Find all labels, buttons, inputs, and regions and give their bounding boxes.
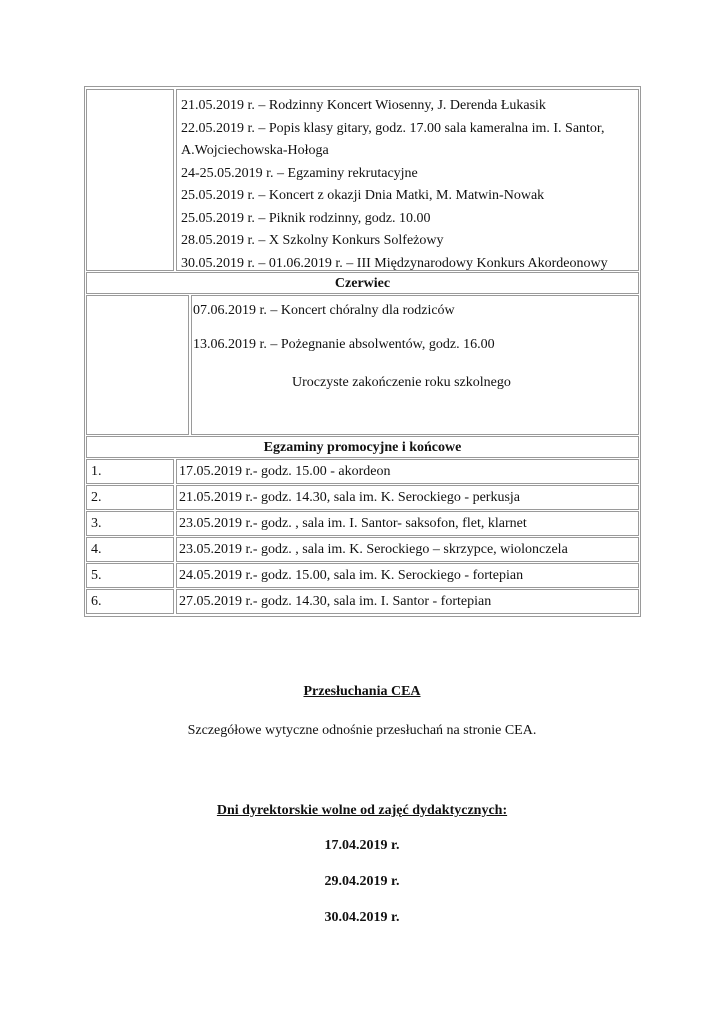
exam-text: 27.05.2019 r.- godz. 14.30, sala im. I. Santor - fortepian bbox=[176, 589, 639, 614]
days-off-heading: Dni dyrektorskie wolne od zajęć dydaktycznych: bbox=[216, 803, 508, 818]
table-row bbox=[86, 537, 639, 562]
empty-cell bbox=[86, 295, 189, 435]
table-row bbox=[86, 589, 639, 614]
row-number: 1. bbox=[86, 459, 174, 484]
may-events-row bbox=[86, 89, 639, 271]
exams-heading-row bbox=[86, 436, 639, 458]
event-line: 21.05.2019 r. – Rodzinny Koncert Wiosenny, J. Derenda Łukasik bbox=[181, 98, 546, 113]
event-line: Uroczyste zakończenie roku szkolnego bbox=[292, 375, 511, 390]
row-number: 2. bbox=[86, 485, 174, 510]
table-row bbox=[86, 459, 639, 484]
schedule-table bbox=[84, 86, 641, 617]
row-number: 3. bbox=[86, 511, 174, 536]
exam-text: 24.05.2019 r.- godz. 15.00, sala im. K. Serockiego - fortepian bbox=[176, 563, 639, 588]
row-number: 5. bbox=[86, 563, 174, 588]
table-row bbox=[86, 563, 639, 588]
event-line: A.Wojciechowska-Hołoga bbox=[181, 143, 329, 158]
june-heading-row bbox=[86, 272, 639, 294]
day-off-date: 29.04.2019 r. bbox=[324, 874, 400, 889]
event-line: 07.06.2019 r. – Koncert chóralny dla rodziców bbox=[193, 303, 455, 318]
event-line: 30.05.2019 r. – 01.06.2019 r. – III Międzynarodowy Konkurs Akordeonowy bbox=[181, 255, 608, 271]
day-off-date: 17.04.2019 r. bbox=[324, 838, 400, 853]
exam-text: 23.05.2019 r.- godz. , sala im. K. Serockiego – skrzypce, wiolonczela bbox=[176, 537, 639, 562]
exam-text: 23.05.2019 r.- godz. , sala im. I. Santor- saksofon, flet, klarnet bbox=[176, 511, 639, 536]
cea-heading: Przesłuchania CEA bbox=[303, 684, 421, 699]
event-line: 28.05.2019 r. – X Szkolny Konkurs Solfeżowy bbox=[181, 233, 444, 248]
june-heading: Czerwiec bbox=[86, 272, 639, 294]
exam-text: 17.05.2019 r.- godz. 15.00 - akordeon bbox=[176, 459, 639, 484]
event-line: 25.05.2019 r. – Piknik rodzinny, godz. 10.00 bbox=[181, 210, 431, 226]
event-line: 13.06.2019 r. – Pożegnanie absolwentów, godz. 16.00 bbox=[193, 337, 495, 352]
day-off-date: 30.04.2019 r. bbox=[324, 910, 400, 925]
row-number: 4. bbox=[86, 537, 174, 562]
row-number: 6. bbox=[86, 589, 174, 614]
event-line: 22.05.2019 r. – Popis klasy gitary, godz. 17.00 sala kameralna im. I. Santor, bbox=[181, 120, 605, 136]
table-row bbox=[86, 511, 639, 536]
table-row bbox=[86, 485, 639, 510]
cea-text: Szczegółowe wytyczne odnośnie przesłuchań na stronie CEA. bbox=[187, 723, 537, 738]
empty-cell bbox=[86, 89, 174, 271]
june-events-cell bbox=[191, 295, 639, 435]
exams-heading: Egzaminy promocyjne i końcowe bbox=[86, 436, 639, 458]
event-line: 24-25.05.2019 r. – Egzaminy rekrutacyjne bbox=[181, 165, 418, 181]
may-events-cell bbox=[176, 89, 639, 271]
june-events-row bbox=[86, 295, 639, 435]
event-line: 25.05.2019 r. – Koncert z okazji Dnia Matki, M. Matwin-Nowak bbox=[181, 188, 545, 203]
exam-text: 21.05.2019 r.- godz. 14.30, sala im. K. Serockiego - perkusja bbox=[176, 485, 639, 510]
